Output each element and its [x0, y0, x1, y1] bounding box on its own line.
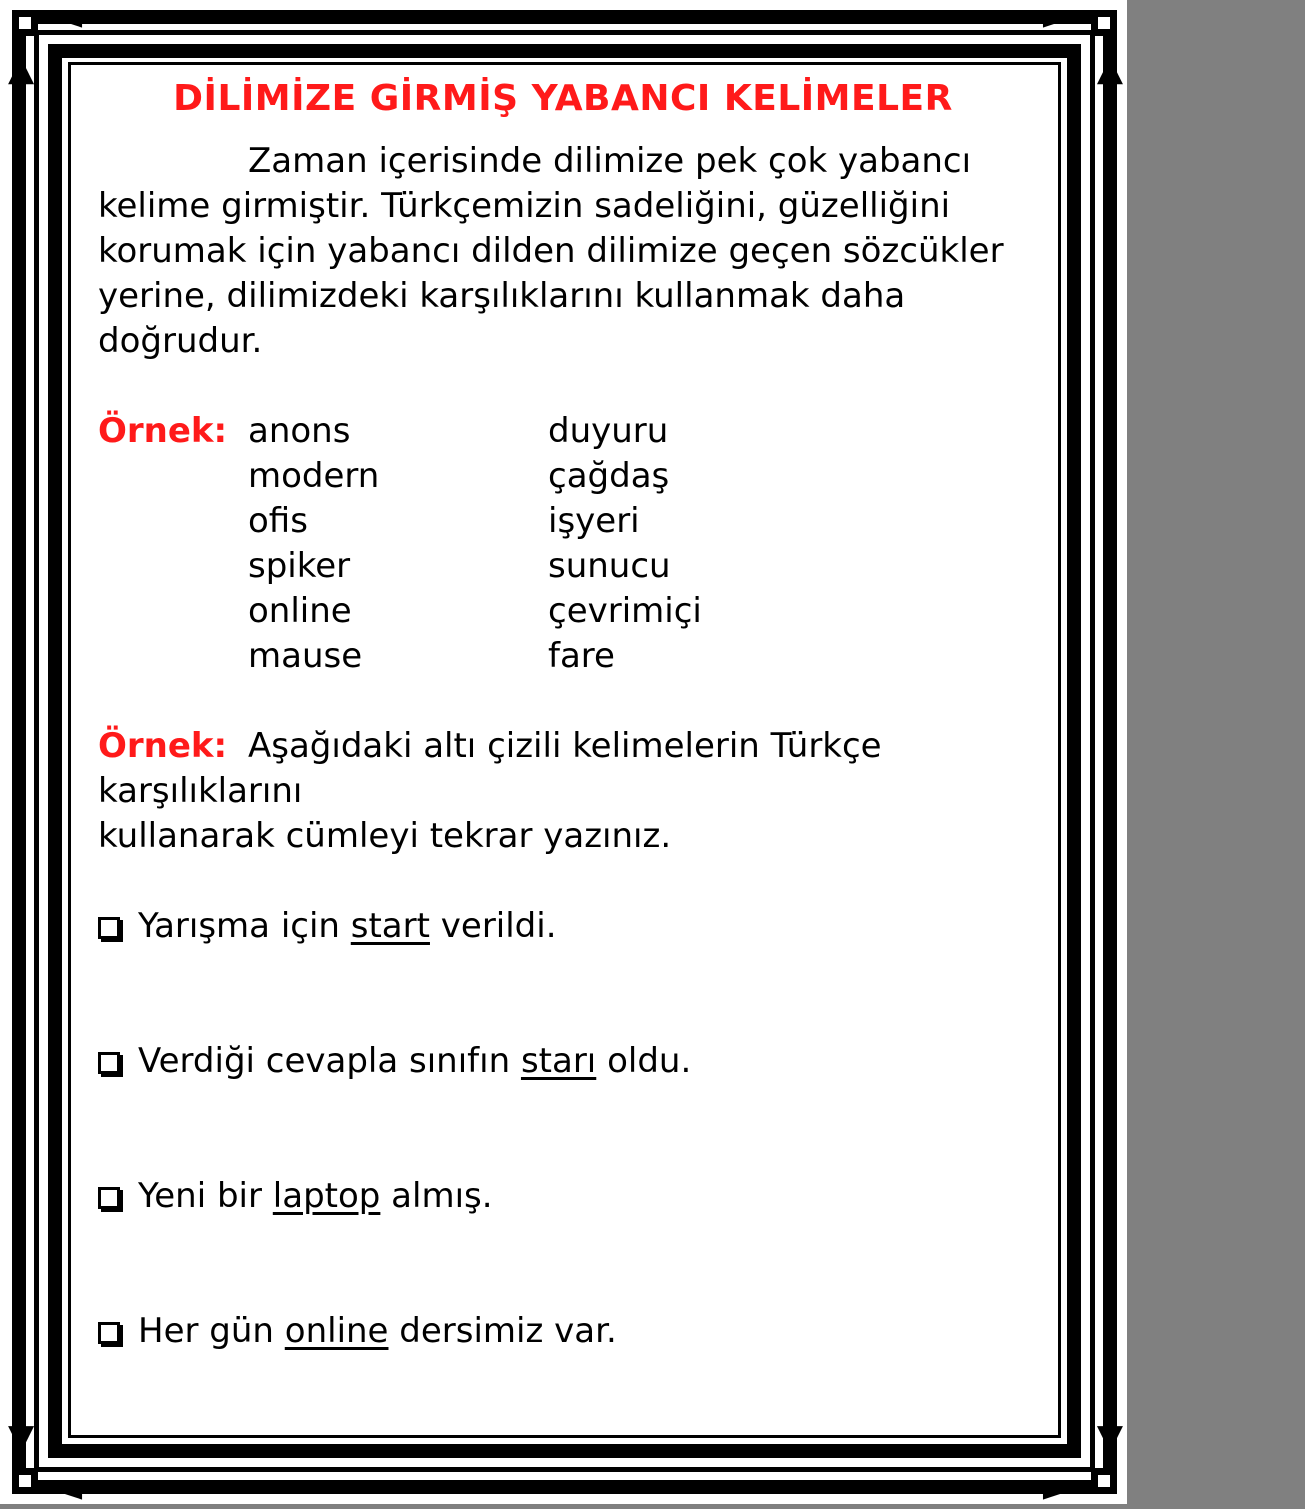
example-row: [98, 589, 1028, 634]
sentence-start: Her gün: [138, 1311, 285, 1351]
sentence-end: verildi.: [429, 906, 557, 946]
foreign-word: spiker: [248, 546, 351, 586]
turkish-word: fare: [548, 636, 615, 676]
checkbox-icon: [98, 1187, 120, 1209]
turkish-word: duyuru: [548, 411, 669, 451]
exercise-item: [98, 1039, 1028, 1084]
sentence-start: Yeni bir: [138, 1176, 273, 1216]
underlined-word: laptop: [272, 1176, 381, 1216]
corner-ornament-bottom-right: [1091, 1468, 1117, 1494]
sentence-end: dersimiz var.: [388, 1311, 617, 1351]
task-label: Örnek:: [98, 726, 228, 766]
turkish-word: sunucu: [548, 546, 671, 586]
arrow-ornament-left-bottom-icon: ▼: [8, 1417, 35, 1457]
foreign-word: modern: [248, 456, 380, 496]
foreign-word: mause: [248, 636, 363, 676]
underlined-word: start: [350, 906, 430, 946]
arrow-ornament-left-top-icon: ▲: [8, 49, 35, 89]
intro-paragraph: [98, 139, 1028, 364]
sentence-end: almış.: [380, 1176, 493, 1216]
task-line: kullanarak cümleyi tekrar yazınız.: [98, 816, 672, 856]
task-instructions: [98, 724, 1028, 859]
turkish-word: işyeri: [548, 501, 640, 541]
exercise-item: [98, 904, 1028, 949]
underlined-word: starı: [520, 1041, 597, 1081]
foreign-word: anons: [248, 411, 351, 451]
example-row: [98, 454, 1028, 499]
arrow-ornament-top-right-icon: ►: [1042, 0, 1069, 37]
sentence-start: Yarışma için: [138, 906, 351, 946]
arrow-ornament-bottom-left-icon: ◄: [56, 1469, 83, 1509]
turkish-word: çevrimiçi: [548, 591, 702, 631]
intro-line: Zaman içerisinde dilimize pek çok yabancı: [248, 141, 972, 181]
turkish-word: çağdaş: [548, 456, 670, 496]
underlined-word: online: [284, 1311, 389, 1351]
checkbox-icon: [98, 917, 120, 939]
arrow-ornament-bottom-right-icon: ►: [1042, 1469, 1069, 1509]
checkbox-icon: [98, 1052, 120, 1074]
sentence-end: oldu.: [596, 1041, 692, 1081]
example-row: [98, 409, 1028, 454]
corner-ornament-top-left: [12, 10, 38, 36]
foreign-word: online: [248, 591, 352, 631]
corner-ornament-bottom-left: [12, 1468, 38, 1494]
arrow-ornament-right-top-icon: ▲: [1096, 49, 1123, 89]
worksheet-content: [98, 78, 1028, 1444]
page-title: DİLİMİZE GİRMİŞ YABANCI KELİMELER: [173, 78, 953, 119]
example-row: [98, 634, 1028, 679]
exercise-item: [98, 1309, 1028, 1354]
example-label: Örnek:: [98, 411, 228, 451]
example-row: [98, 499, 1028, 544]
task-line: Aşağıdaki altı çizili kelimelerin Türkçe: [248, 726, 882, 766]
exercise-list: [98, 904, 1028, 1354]
task-line: karşılıklarını: [98, 771, 303, 811]
exercise-item: [98, 1174, 1028, 1219]
intro-line: doğrudur.: [98, 321, 263, 361]
foreign-word: ofis: [248, 501, 308, 541]
arrow-ornament-right-bottom-icon: ▼: [1096, 1417, 1123, 1457]
intro-line: korumak için yabancı dilden dilimize geçen sözcükler: [98, 231, 1004, 271]
corner-ornament-top-right: [1091, 10, 1117, 36]
sentence-start: Verdiği cevapla sınıfın: [138, 1041, 521, 1081]
checkbox-icon: [98, 1322, 120, 1344]
intro-line: yerine, dilimizdeki karşılıklarını kullanmak daha: [98, 276, 906, 316]
example-row: [98, 544, 1028, 589]
example-word-list: [98, 409, 1028, 679]
arrow-ornament-top-left-icon: ◄: [56, 0, 83, 37]
intro-line: kelime girmiştir. Türkçemizin sadeliğini, güzelliğini: [98, 186, 951, 226]
